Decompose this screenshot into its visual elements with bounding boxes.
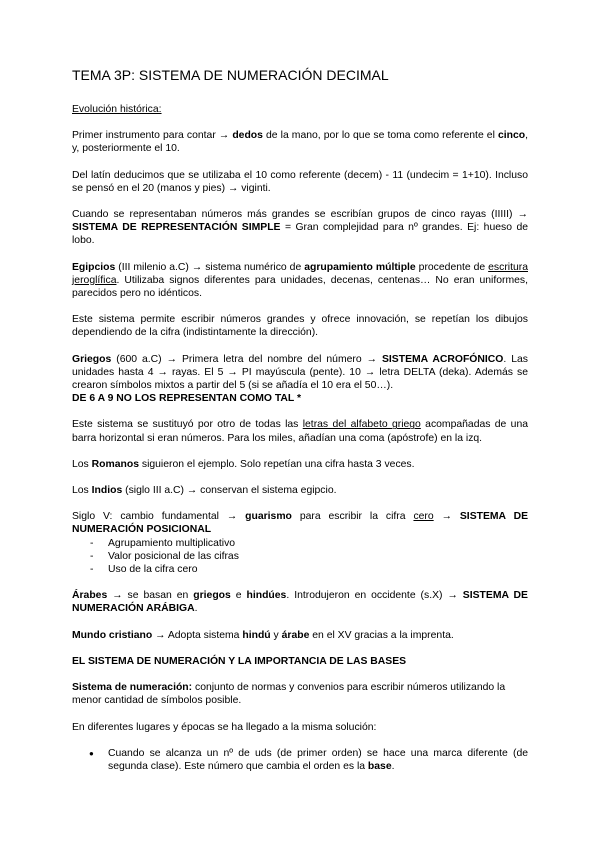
p8-bold-romanos: Romanos — [91, 458, 139, 470]
p7-underline-alfabeto: letras del alfabeto griego — [302, 419, 421, 431]
list-item: - Uso de la cifra cero — [72, 563, 528, 576]
paragraph-13 — [72, 681, 528, 707]
p1-bold-dedos: dedos — [232, 130, 263, 142]
p1-text-e: , y, posteriormente el 10. — [72, 130, 528, 155]
p1-text-c: de la mano, por lo que se toma como referente el — [262, 130, 498, 142]
p3-text-a: Cuando se representaban números más grandes se escribían grupos de cinco rayas (IIIII) → — [72, 209, 528, 221]
subtitle-text: Evolución histórica: — [72, 104, 162, 115]
p7-text-a: Este sistema se sustituyó por otro de todas las — [72, 419, 303, 431]
p6-text-d: . Las unidades hasta 4 → rayas. El 5 → PI mayúscula (pente). 10 → letra DELTA (deka). Además se crearon símbolos mixtos a partir del 5 (si se añadía el 10 era el 50…). — [72, 353, 528, 392]
p6-text-b: (600 a.C) → Primera letra del nombre del número → — [111, 353, 382, 365]
p4-text-b: (III milenio a.C) → sistema numérico de — [115, 261, 305, 273]
p11-text-d: e — [230, 590, 247, 602]
p10-bold-posicional: SISTEMA DE NUMERACIÓN POSICIONAL — [72, 511, 529, 536]
p4-bold-agrupamiento: agrupamiento múltiple — [304, 261, 416, 273]
paragraph-14: En diferentes lugares y épocas se ha llegado a la misma solución: — [72, 721, 377, 733]
list-item: - Valor posicional de las cifras — [72, 550, 528, 563]
p9-bold-indios: Indios — [91, 485, 123, 497]
p13-text-b: conjunto de normas y convenios para escribir números utilizando la menor cantidad de símbolos posible. — [72, 682, 506, 707]
paragraph-12 — [72, 629, 528, 642]
p12-text-b: → Adopta sistema — [152, 629, 243, 641]
p10-text-a: Siglo V: cambio fundamental → — [72, 511, 246, 523]
p10-text-e: → — [433, 511, 460, 523]
p3-text-c: = Gran complejidad para nº grandes. Ej: hueso de lobo. — [72, 222, 528, 247]
p11-bold-arabes: Árabes — [72, 590, 108, 602]
p12-text-f: en el XV gracias a la imprenta. — [309, 629, 454, 641]
p6-bold-note: DE 6 A 9 NO LOS REPRESENTAN COMO TAL * — [72, 393, 302, 405]
p11-text-b: → se basan en — [107, 590, 194, 602]
p8-text-c: siguieron el ejemplo. Solo repetían una cifra hasta 3 veces. — [138, 458, 415, 470]
p10-underline-cero: cero — [413, 511, 434, 523]
p8-text-a: Los — [72, 458, 92, 470]
p12-bold-hindu: hindú — [242, 629, 271, 641]
paragraph-11 — [72, 589, 528, 615]
section-heading: EL SISTEMA DE NUMERACIÓN Y LA IMPORTANCIA DE LAS BASES — [72, 655, 407, 667]
p9-text-c: (siglo III a.C) → conservan el sistema egipcio. — [122, 485, 337, 497]
p4-underline-jeroglifica: escritura jeroglífica — [72, 261, 528, 286]
p7-text-c: acompañadas de una barra horizontal si eran números. Para los miles, añadían una coma (apóstrofe) en la izq. — [72, 419, 528, 444]
p6-bold-acrofonico: SISTEMA ACROFÓNICO — [381, 353, 504, 365]
paragraph-4 — [72, 261, 528, 301]
document-title: TEMA 3P: SISTEMA DE NUMERACIÓN DECIMAL — [72, 67, 389, 83]
paragraph-7 — [72, 418, 528, 444]
bullet1-text-c: . — [391, 760, 395, 772]
list-item — [72, 747, 528, 773]
p11-bold-hindues: hindúes — [246, 590, 287, 602]
p3-bold-sistema-simple: SISTEMA DE REPRESENTACIÓN SIMPLE — [72, 222, 281, 234]
bullet1-text-a: Cuando se alcanza un nº de uds (de primer orden) se hace una marca diferente (de segunda clase). Este número que cambia el orden es la — [108, 747, 528, 772]
paragraph-9 — [72, 484, 528, 497]
paragraph-1 — [72, 129, 528, 155]
p1-text-a: Primer instrumento para contar → — [72, 130, 233, 142]
paragraph-6 — [72, 353, 528, 406]
p10-text-c: para escribir la cifra — [291, 511, 414, 523]
bullet1-bold-base: base — [367, 760, 392, 772]
p4-text-f: . Utilizaba signos diferentes para unidades, decenas, centenas… No eran uniformes, parecidos pero no idénticos. — [72, 274, 528, 300]
p12-bold-arabe: árabe — [281, 629, 310, 641]
p11-text-h: . — [194, 603, 198, 615]
p12-text-d: y — [270, 629, 282, 641]
bullet-list — [72, 747, 528, 773]
p6-bold-griegos: Griegos — [72, 353, 112, 365]
subtitle — [72, 103, 528, 116]
paragraph-2: Del latín deducimos que se utilizaba el 10 como referente (decem) - 11 (undecim = 1+10). Incluso se pensó en el 20 (manos y pies) → viginti. — [72, 169, 528, 194]
p13-bold-definition: Sistema de numeración: — [72, 682, 193, 694]
p9-text-a: Los — [72, 485, 92, 497]
posicional-features-list — [72, 537, 528, 577]
paragraph-5: Este sistema permite escribir números grandes y ofrece innovación, se repetían los dibujos dependiendo de la cifra (indistintamente la dirección). — [72, 314, 528, 339]
paragraph-10 — [72, 510, 528, 536]
list-item: - Agrupamiento multiplicativo — [72, 537, 528, 550]
p11-bold-griegos: griegos — [193, 590, 231, 602]
p10-bold-guarismo: guarismo — [245, 511, 292, 523]
p4-bold-egipcios: Egipcios — [72, 261, 116, 273]
p1-bold-cinco: cinco — [497, 130, 526, 142]
p11-bold-arabiga: SISTEMA DE NUMERACIÓN ARÁBIGA — [72, 590, 528, 615]
paragraph-8 — [72, 458, 528, 471]
p4-text-d: procedente de — [415, 261, 489, 273]
p12-bold-mundo-cristiano: Mundo cristiano — [72, 629, 153, 641]
p11-text-f: . Introdujeron en occidente (s.X) → — [286, 590, 463, 602]
paragraph-3 — [72, 208, 528, 248]
document-page — [72, 66, 528, 773]
